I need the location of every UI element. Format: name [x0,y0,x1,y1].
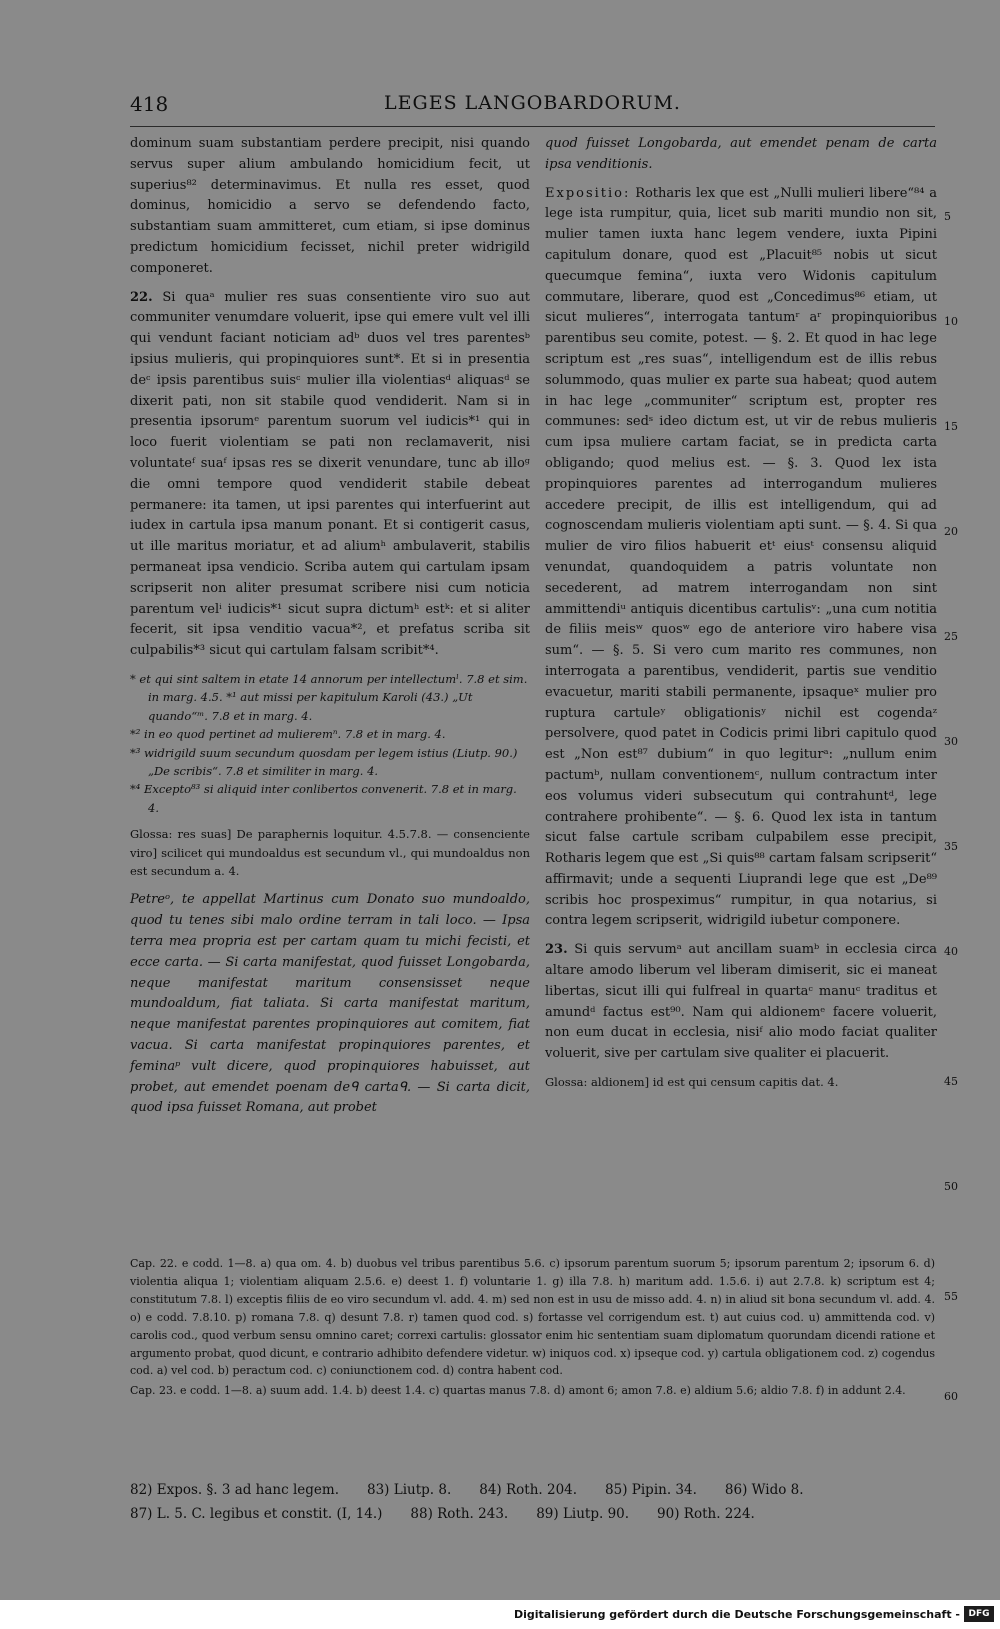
footnote-83: 83) Liutp. 8. [367,1482,452,1498]
formula-continuation: quod fuisset Longobarda, aut emendet penam de carta ipsa venditionis. [545,136,937,172]
line-number: 50 [944,1180,958,1193]
line-number: 15 [944,420,958,433]
footnote-row [130,1478,935,1502]
footnote-82: 82) Expos. §. 3 ad hanc legem. [130,1482,339,1498]
right-column [545,134,937,1101]
page-header [130,92,935,124]
critical-apparatus [130,1255,935,1402]
line-number: 30 [944,735,958,748]
running-title: LEGES LANGOBARDORUM. [384,92,681,114]
gloss-23: Glossa: aldionem] id est qui censum capitis dat. 4. [545,1075,839,1090]
digitization-footer [0,1600,1000,1629]
apparatus-cap-22: Cap. 22. e codd. 1—8. a) qua om. 4. b) duobus vel tribus parentibus 5.6. c) ipsorum parentum suorum 5; ipsorum parentum 2; ipsorum 6. d) violentia aliqua 1; violentiam aliquam 2.5.6. e) deest 1. f) voluntarie 1. g) illa 7.8. h) maritum add. 1.5.6. i) aut 2.7.8. k) scriptum est 4; constitutum 7.8. l) exceptis filiis de eo viro secundum vl. add. 4. m) sed non est in usu de misso add. 4. n) in aliud sit bona secundum vl. add. 4. o) e codd. 7.8.10. p) romana 7.8. q) desunt 7.8. r) tamen quod cod. s) fortasse vel corrigendum est. t) aut cuius cod. u) ammittenda cod. v) carolis cod., quod verbum sensu omnino caret; correxi cartulis: glossator enim hic sententiam suam diplomatum quorundam dicendi ratione et argumento probat, quod dicunt, e contrario adhibito defendere videtur. w) iniquos cod. x) ipseque cod. y) cartula obligationem cod. z) cogendus cod. a) vel cod. b) peractum cod. c) coniunctionem cod. d) contra habent cod. [130,1257,935,1378]
left-column [130,134,530,1127]
line-number: 10 [944,315,958,328]
footnote-85: 85) Pipin. 34. [605,1482,697,1498]
page-number: 418 [130,92,169,116]
dfg-logo-icon: DFG [964,1606,994,1622]
line-number: 55 [944,1290,958,1303]
formula-paragraph: Petreᵒ, te appellat Martinus cum Donato suo mundoaldo, quod tu tenes sibi malo ordine terram in tali loco. — Ipsa terra mea propria est per cartam quam tu michi fecisti, et ecce carta. — Si carta manifestat, quod fuisset Longobarda, neque manifestat maritum consensisset neque mundoaldum, fiat taliata. Si carta manifestat maritum, neque manifestat parentes propinquiores aut comitem, fiat vacua. Si carta manifestat propinquiores parentes, et feminaᵖ vult dicere, quod propinquiores habuisset, aut probet, aut emendet poenam deᑫ cartaᑫ. — Si carta dicit, quod ipsa fuisset Romana, aut probet [130,892,530,1116]
section-22-text: Si quaᵃ mulier res suas consentiente viro suo aut communiter venumdare voluerit, ipse qui emere vult vel illi qui vendunt faciant noticiam adᵇ duos vel tres parentesᵇ ipsius mulieris, qui propinquiores sunt*. Et si in presentia deᶜ ipsis parentibus suisᶜ mulier illa violentiasᵈ aliquasᵈ se dixerit pati, non sit stabile quod vendiderit. Nam si in presentia ipsorumᵉ parentum suorum vel iudicis*¹ qui in loco fuerit violentiam se pati non reclamaverit, nisi voluntateᶠ suaᶠ ipsas res se dixerit venundare, tunc ab illoᵍ die omni tempore quod vendiderit stabile debeat permanere: ita tamen, ut ipsi parentes qui interfuerint aut iudex in cartula ipsa manum ponant. Et si contigerit casus, ut ille maritus moriatur, et ad aliumʰ ambulaverit, stabilis permaneat ipsa vendicio. Scriba autem qui cartulam ipsam scripserit non aliter presumat scribere nisi cum noticia parentum velⁱ iudicis*¹ sicut supra dictumʰ estᵏ: et si aliter fecerit, sit ipsa venditio vacua*², et prefatus scriba sit culpabilis*³ sicut qui cartulam falsam scribit*⁴. [130,289,530,659]
note-1: * et qui sint saltem in etate 14 annorum per intellectumˡ. 7.8 et sim. in marg. 4.5. *¹ aut missi per kapitulum Karoli (43.) „Ut quando“ᵐ. 7.8 et in marg. 4. [130,671,528,723]
line-number: 40 [944,945,958,958]
line-number: 20 [944,525,958,538]
footnote-89: 89) Liutp. 90. [536,1506,630,1522]
footnote-87: 87) L. 5. C. legibus et constit. (I, 14.) [130,1506,383,1522]
section-22-notes [130,670,530,817]
apparatus-cap-23: Cap. 23. e codd. 1—8. a) suum add. 1.4. b) deest 1.4. c) quartas manus 7.8. d) amont 6; amon 7.8. e) aldium 5.6; aldio 7.8. f) in addunt 2.4. [130,1384,906,1398]
line-number: 25 [944,630,958,643]
section-22-number: 22. [130,289,153,305]
line-number: 35 [944,840,958,853]
section-23-number: 23. [545,942,568,958]
line-number: 45 [944,1075,958,1088]
note-2: *² in eo quod pertinet ad mulieremⁿ. 7.8 et in marg. 4. [130,727,446,742]
line-number: 60 [944,1390,958,1403]
section-22 [130,288,530,662]
source-footnotes [130,1478,935,1526]
section-23-text: Si quis servumᵃ aut ancillam suamᵇ in ecclesia circa altare amodo liberum vel liberam dimiserit, sic ei maneat libertas, sicut illi qui fulfreal in quartaᶜ manuᶜ traditus et amundᵈ factus est⁹⁰. Nam qui aldionemᵉ facere voluerit, non eum ducat in ecclesia, nisiᶠ alio modo faciat qualiter voluerit, sive per cartulam sive qualiter ei placuerit. [545,942,937,1062]
note-3: *³ widrigild suum secundum quosdam per legem istius (Liutp. 90.) „De scribis“. 7.8 et similiter in marg. 4. [130,745,518,778]
footnote-86: 86) Wido 8. [724,1482,804,1498]
expositio-label: Expositio: [545,185,631,201]
footnote-88: 88) Roth. 243. [410,1506,509,1522]
footnote-84: 84) Roth. 204. [479,1482,578,1498]
header-rule [130,126,935,127]
footnote-90: 90) Roth. 224. [657,1506,755,1522]
note-4: *⁴ Excepto⁸³ si aliquid inter conlibertos convenerit. 7.8 et in marg. 4. [130,782,517,815]
line-number: 5 [944,210,951,223]
funding-notice: Digitalisierung gefördert durch die Deutsche Forschungsgemeinschaft - [513,1608,960,1621]
footnote-row [130,1502,935,1526]
gloss-22: Glossa: res suas] De paraphernis loquitur. 4.5.7.8. — consenciente viro] scilicet qui mundoaldus est secundum vl., qui mundoaldus non est secundum a. 4. [130,827,530,878]
intro-paragraph: dominum suam substantiam perdere precipit, nisi quando servus super alium ambulando homicidium fecit, ut superius⁸² determinavimus. Et nulla res esset, quod dominus, homicidio a servo se defendendo facto, substantiam suam ammitteret, cum etiam, si ipse dominus predictum homicidium fecisset, nichil preter widrigild componeret. [130,136,530,276]
section-23 [545,940,937,1065]
expositio-paragraph [545,184,937,933]
expositio-text: Rotharis lex que est „Nulli mulieri libere“⁸⁴ a lege ista rumpitur, quia, licet sub mariti mundio non sit, mulier tamen iuxta hanc legem vendere, iuxta Pipini capitulum donare, quod est „Placuit⁸⁵ nobis ut sicut quecumque femina“, iuxta vero Widonis capitulum commutare, liberare, quod est „Concedimus⁸⁶ etiam, ut sicut mulieres“, interrogata tantumʳ aʳ propinquioribus parentibus seu comite, potest. — §. 2. Et quod in hac lege scriptum est „res suas“, intelligendum est de illis rebus solummodo, quas mulier ex parte sua habeat; quod autem in hac lege „communiter“ scriptum est, propter res communes: sedˢ ideo dictum est, ut vir de rebus mulieris cum ipsa muliere cartam faciat, se in predicta carta obligando; quod melius est. — §. 3. Quod lex ista propinquiores parentes ad interrogandum mulieres accedere precipit, de illis est intelligendum, qui ad cognoscendam mulieris violentiam apti sunt. — §. 4. Si qua mulier de viro filios habuerit etᵗ eiusᵗ consensu aliquid venundat, quandoquidem a patris voluntate non secederent, ad matrem interrogandam non sint ammittendiᵘ antiquis dicentibus cartulisᵛ: „una cum notitia de filiis meisʷ quosʷ ego de anteriore viro habere visa sum“. — §. 5. Si vero cum marito res communes, non interrogata a parentibus, vendiderit, partis sue venditio evacuetur, mariti stabili permanente, ipsaqueˣ mulier pro ruptura cartuleʸ obligationisʸ nichil est cogendaᶻ persolvere, quod patet in Codicis primi libri capitulo quod est „Non est⁸⁷ dubium“ in quo legiturᵃ: „nullum enim pactumᵇ, nullam conventionemᶜ, nullum contractum inter eos volumus videri subsecutum qui contrahuntᵈ, lege contrahere prohibente“. — §. 6. Quod lex ista in tantum sicut false cartule scribam culpabilem esse precipit, Rotharis legem que est „Si quis⁸⁸ cartam falsam scripserit“ affirmavit; unde a sequenti Liuprandi lege que est „De⁸⁹ scribis hoc prospeximus“ rumpitur, in qua notarius, si contra legem scripserit, widrigild iubetur componere. [545,185,937,929]
